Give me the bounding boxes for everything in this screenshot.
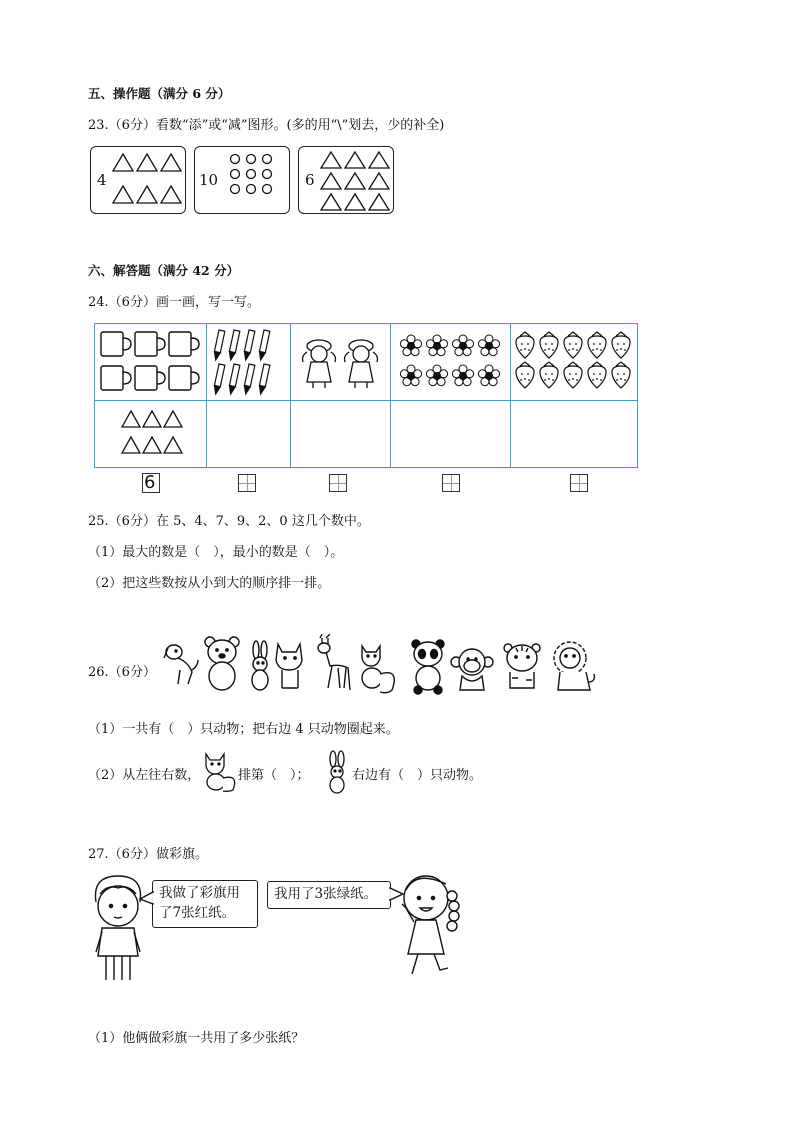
- write-box-3[interactable]: [329, 474, 347, 492]
- doll-icon: [291, 324, 389, 396]
- bear-icon: [205, 637, 239, 690]
- pencil-icon: [207, 324, 289, 396]
- squirrel-icon: [204, 752, 238, 792]
- flower-cell: [391, 324, 511, 401]
- example-answer: 6: [144, 472, 156, 493]
- squirrel-icon: [362, 646, 394, 693]
- question-23-text: 23.（6分）看数“添”或“减”图形。(多的用“\”划去，少的补全): [88, 118, 445, 133]
- answer-cell-5[interactable]: [511, 401, 638, 468]
- girl-speech-text: 我用了3张绿纸。: [274, 886, 378, 902]
- q23-box-2: [194, 146, 290, 214]
- section-title-5: 五、操作题（满分 6 分）: [88, 86, 231, 101]
- cup-icon: [95, 324, 205, 396]
- q23-box-3: [298, 146, 394, 214]
- tiger-icon: [504, 644, 540, 688]
- lion-icon: [554, 642, 594, 690]
- rabbit-icon: [326, 750, 348, 794]
- triangle-group-icon: [111, 151, 185, 211]
- doll-cell: [291, 324, 391, 401]
- q23-box-number: 4: [97, 171, 107, 189]
- boy-speech-bubble: [152, 880, 258, 928]
- triangle-group-icon: [95, 401, 205, 463]
- question-25-sub2: （2）把这些数按从小到大的顺序排一排。: [88, 576, 331, 591]
- question-25-sub1: （1）最大的数是（ ），最小的数是（ ）。: [88, 545, 344, 560]
- write-box-1: [142, 473, 160, 493]
- strawberry-cell: [511, 324, 638, 401]
- question-26-sub2-part-b: 排第（ ）；: [238, 768, 310, 783]
- rabbit-icon: [252, 641, 268, 690]
- flower-icon: [391, 324, 509, 396]
- pencil-cell: [207, 324, 291, 401]
- deer-icon: [318, 634, 350, 690]
- boy-speech-text: 我做了彩旗用了7张红纸。: [159, 885, 240, 921]
- girl-icon: [392, 866, 468, 980]
- write-box-5[interactable]: [570, 474, 588, 492]
- question-25-text: 25.（6分）在 5、4、7、9、2、0 这几个数中。: [88, 514, 370, 529]
- q24-table: [94, 323, 638, 468]
- write-box-2[interactable]: [238, 474, 256, 492]
- panda-icon: [412, 640, 444, 694]
- answer-cell-3[interactable]: [291, 401, 391, 468]
- q23-box-number: 6: [305, 171, 315, 189]
- answer-cell-2[interactable]: [207, 401, 291, 468]
- animal-row: [160, 634, 600, 696]
- cat-icon: [276, 644, 302, 688]
- monkey-icon: [451, 649, 493, 690]
- q23-box-number: 10: [199, 171, 219, 189]
- cup-cell: [95, 324, 207, 401]
- write-box-4[interactable]: [442, 474, 460, 492]
- dog-icon: [164, 645, 198, 684]
- q23-box-1: [90, 146, 186, 214]
- boy-icon: [88, 872, 148, 984]
- strawberry-icon: [511, 324, 637, 396]
- question-26-sub2-part-a: （2）从左往右数，: [88, 768, 201, 783]
- question-26-text: 26.（6分）: [88, 665, 156, 680]
- section-title-6: 六、解答题（满分 42 分）: [88, 263, 240, 278]
- circle-group-icon: [225, 151, 285, 211]
- question-26-sub2-part-c: 右边有（ ）只动物。: [352, 768, 483, 783]
- answer-cell-1: [95, 401, 207, 468]
- speech-tail-icon: [138, 890, 154, 906]
- answer-cell-4[interactable]: [391, 401, 511, 468]
- question-27-sub1: （1）他俩做彩旗一共用了多少张纸？: [88, 1031, 305, 1046]
- question-27-text: 27.（6分）做彩旗。: [88, 847, 208, 862]
- question-26-sub1: （1）一共有（ ）只动物；把右边 4 只动物圈起来。: [88, 722, 399, 737]
- triangle-group-icon: [319, 150, 393, 212]
- question-24-text: 24.（6分）画一画，写一写。: [88, 295, 260, 310]
- girl-speech-bubble: [267, 881, 391, 909]
